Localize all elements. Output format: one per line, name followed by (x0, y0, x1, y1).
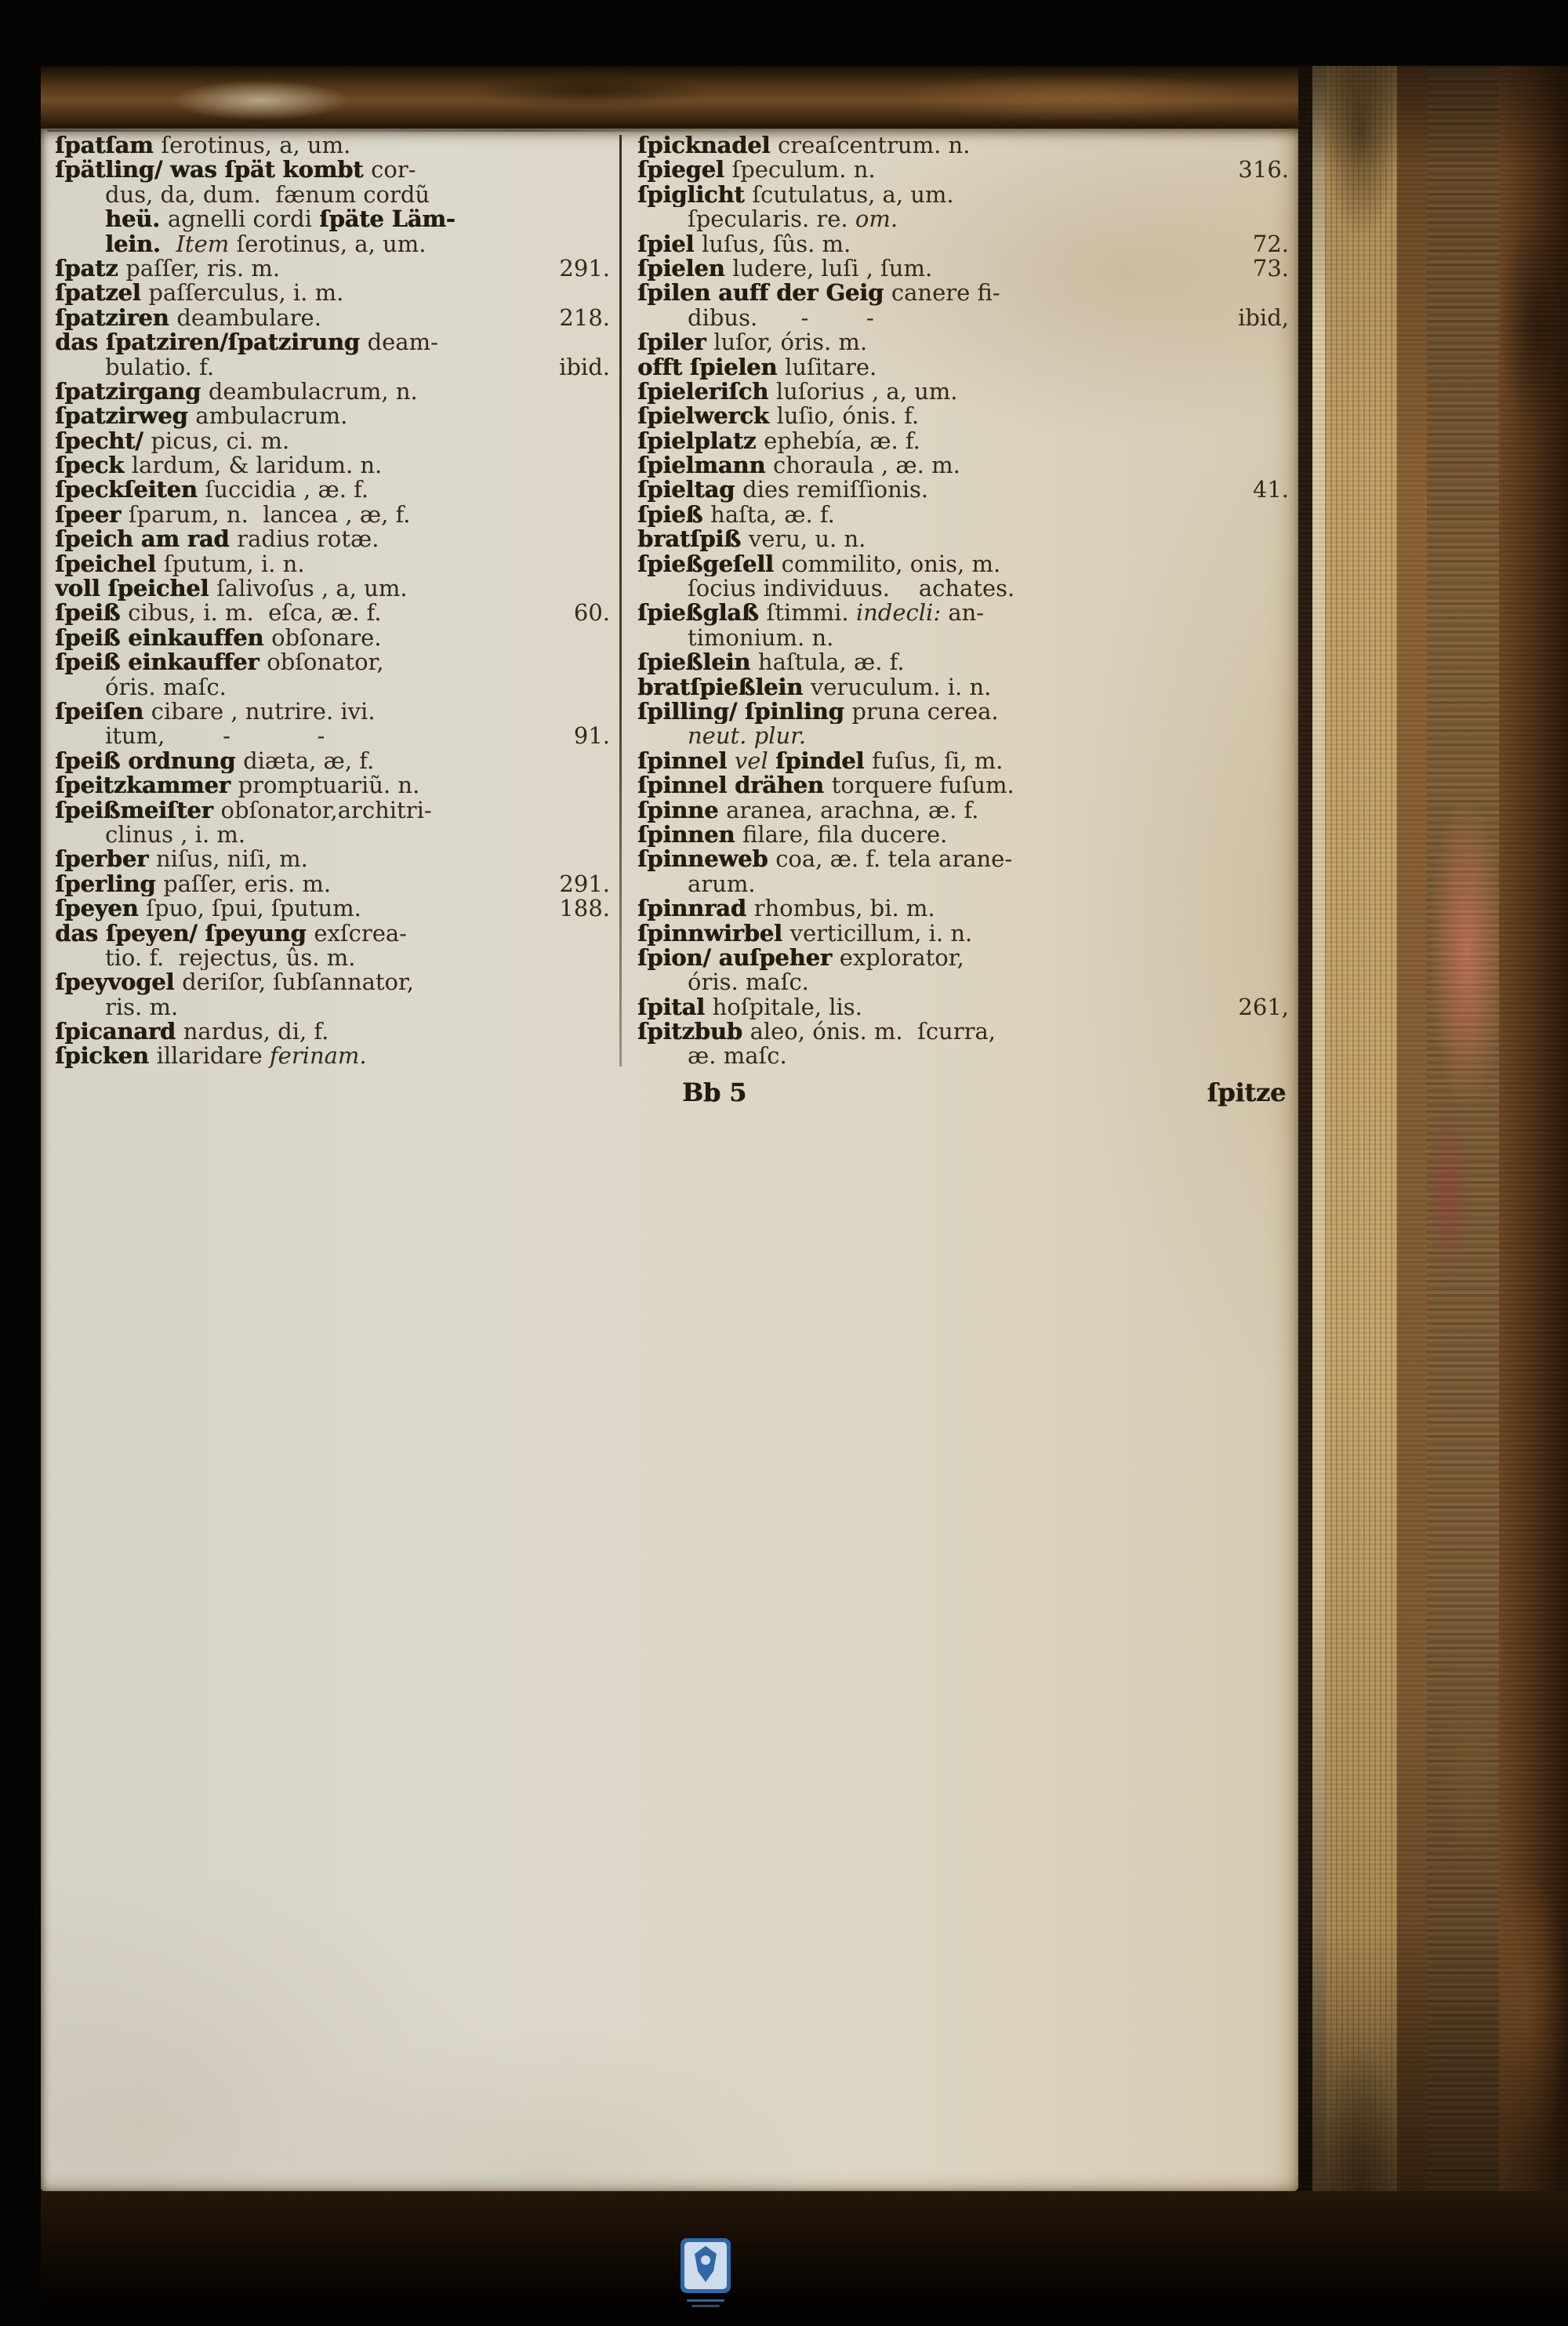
latin-italic-text: ferinam. (269, 1044, 367, 1069)
german-headword-text: ſpeiſen (55, 699, 151, 725)
dictionary-entry-line (55, 724, 613, 748)
latin-text: an- (948, 601, 985, 626)
latin-italic-text: vel (734, 748, 775, 774)
latin-text: ſocius individuus. achates. (688, 576, 1015, 601)
dictionary-entry-line (637, 970, 1292, 994)
dictionary-entry-line (637, 183, 1292, 207)
german-headword-text: ſpatziren (55, 305, 177, 331)
dictionary-entry-line (55, 1044, 613, 1068)
column-reference-number: 291. (559, 871, 610, 897)
column-reference-number: 60. (573, 601, 610, 626)
dictionary-entry-line (637, 921, 1292, 946)
latin-text: choraula , æ. m. (772, 453, 960, 478)
latin-text: diæta, æ, f. (243, 748, 375, 774)
dictionary-entry-line (637, 158, 1292, 182)
latin-text: deriſor, ſubſannator, (182, 970, 414, 995)
latin-text: illaridare (156, 1044, 270, 1069)
latin-text: ſtimmi. (766, 601, 856, 626)
german-headword-text: ſpatzirgang (55, 379, 209, 405)
latin-text: timonium. n. (688, 625, 834, 651)
latin-text: fuſus, ſi, m. (872, 748, 1004, 774)
dictionary-entry-line (637, 429, 1292, 453)
dictionary-entry-line (637, 330, 1292, 354)
latin-text: ſpuo, ſpui, ſputum. (146, 896, 361, 921)
dictionary-entry-line (637, 872, 1292, 896)
two-column-layout (55, 133, 1292, 1070)
german-headword-text: ſpicken (55, 1044, 157, 1069)
dictionary-entry-line (637, 823, 1292, 847)
dictionary-entry-line (55, 1019, 613, 1044)
german-headword-text: voll ſpeichel (55, 576, 217, 601)
dictionary-entry-line (55, 552, 613, 576)
column-divider-rule (619, 135, 622, 1067)
marbled-edge (1427, 66, 1499, 2232)
dictionary-entry-line (55, 380, 613, 404)
column-reference-number: 316. (1238, 158, 1289, 183)
signature-catchword-row (682, 1079, 1286, 1106)
latin-text: luſor, óris. m. (713, 330, 868, 355)
book-bottom-shadow (41, 2191, 1568, 2326)
latin-text: hoſpitale, lis. (712, 994, 862, 1020)
latin-text: cibus, i. m. eſca, æ. f. (128, 601, 382, 626)
latin-text: nardus, di, f. (183, 1019, 329, 1045)
dictionary-entry-line (55, 946, 613, 970)
german-headword-text: ſpeer (55, 502, 129, 528)
latin-text: coa, æ. f. tela arane- (775, 847, 1013, 872)
dictionary-entry-line (55, 847, 613, 871)
latin-text: aranea, arachna, æ. f. (726, 798, 979, 823)
german-headword-text: bratſpießlein (637, 674, 811, 700)
dictionary-entry-line (55, 256, 613, 281)
dictionary-entry-line (637, 798, 1292, 823)
dictionary-entry-line (55, 404, 613, 428)
latin-text: óris. maſc. (105, 674, 227, 700)
column-reference-number: 261, (1238, 994, 1289, 1020)
dictionary-text-block (55, 133, 1292, 1121)
dictionary-entry-line (55, 207, 613, 231)
german-headword-text: ſpiglicht (637, 182, 753, 208)
german-headword-text: ſpecht/ (55, 428, 151, 454)
german-headword-text: ſpeiß einkauffen (55, 625, 272, 651)
german-headword-text: bratſpiß (637, 527, 749, 552)
german-headword-text: ſperber (55, 847, 156, 872)
dictionary-entry-line (55, 921, 613, 946)
latin-text: ris. m. (105, 994, 179, 1020)
latin-text: cor- (371, 158, 416, 183)
german-headword-text: ſpinnwirbel (637, 921, 790, 946)
german-headword-text: ſpatzel (55, 281, 149, 306)
dictionary-entry-line (637, 256, 1292, 281)
latin-text: picus, ci. m. (151, 428, 290, 454)
latin-text: paſſerculus, i. m. (148, 281, 344, 306)
latin-text: luſitare. (785, 354, 877, 380)
german-headword-text: ſpieleriſch (637, 379, 776, 405)
latin-italic-text: indecli: (855, 601, 949, 626)
latin-text: obſonator, (267, 650, 384, 675)
book-page (41, 129, 1298, 2191)
latin-text: luſio, ónis. f. (776, 404, 920, 429)
german-headword-text: ſpitzbub (637, 1019, 750, 1045)
latin-text: haſta, æ. f. (710, 502, 835, 528)
german-headword-text: ſpieltag (637, 478, 742, 503)
latin-text: æ. maſc. (688, 1044, 787, 1069)
dictionary-entry-line (637, 232, 1292, 256)
dictionary-entry-line (637, 576, 1292, 601)
dictionary-entry-line (637, 478, 1292, 502)
latin-text: obſonare. (271, 625, 382, 651)
column-reference-number: 188. (559, 896, 610, 921)
latin-text: promptuariũ. n. (238, 773, 420, 798)
dictionary-entry-line (637, 700, 1292, 724)
dictionary-entry-line (55, 281, 613, 305)
dictionary-entry-line (55, 527, 613, 551)
catchword: ſpitze (1207, 1078, 1286, 1107)
dictionary-entry-line (637, 1044, 1292, 1068)
column-reference-number: 218. (559, 305, 610, 331)
german-headword-text: das ſpeyen/ ſpeyung (55, 921, 314, 946)
dictionary-entry-line (637, 650, 1292, 674)
latin-text: itum, - - (105, 724, 325, 749)
dictionary-entry-line (637, 675, 1292, 700)
latin-text: arum. (688, 871, 756, 897)
latin-text: dus, da, dum. fænum cordũ (105, 182, 430, 208)
dictionary-entry-line (55, 429, 613, 453)
dictionary-entry-line (55, 183, 613, 207)
dictionary-entry-line (55, 232, 613, 256)
latin-text: exſcrea- (314, 921, 407, 946)
latin-text: ambulacrum. (195, 404, 348, 429)
dictionary-entry-line (55, 700, 613, 724)
german-headword-text: ſpielmann (637, 453, 773, 478)
dictionary-entry-line (637, 601, 1292, 625)
german-headword-text: ſpeiß (55, 601, 129, 626)
latin-text: ſputum, i. n. (163, 551, 305, 577)
german-headword-text: ſpeitzkammer (55, 773, 238, 798)
german-headword-text: ſpilen auff der Geig (637, 281, 891, 306)
german-headword-text: ſpiel (637, 231, 702, 256)
dictionary-entry-line (637, 896, 1292, 921)
german-headword-text: ſpieß (637, 502, 711, 528)
dictionary-entry-line (55, 330, 613, 354)
dictionary-entry-line (55, 749, 613, 773)
german-headword-text: ſpielplatz (637, 428, 764, 454)
german-headword-text: heü. (105, 207, 168, 232)
dictionary-entry-line (637, 453, 1292, 478)
latin-text: clinus , i. m. (105, 822, 246, 848)
column-reference-number: 41. (1252, 478, 1289, 503)
german-headword-text: ſpielwerck (637, 404, 777, 429)
dictionary-entry-line (637, 749, 1292, 773)
german-headword-text: ſpion/ auſpeher (637, 945, 840, 971)
german-headword-text: ſpeyvogel (55, 970, 183, 995)
german-headword-text: das ſpatziren/ſpatzirung (55, 330, 368, 355)
dictionary-entry-line (55, 133, 613, 158)
dictionary-entry-line (637, 207, 1292, 231)
german-headword-text: ſpätling/ was ſpät kombt (55, 158, 372, 183)
library-stamp-graphic (676, 2237, 735, 2312)
german-headword-text: ſpeiß einkauffer (55, 650, 267, 675)
latin-text: ſerotinus, a, um. (161, 133, 351, 158)
dictionary-entry-line (637, 527, 1292, 551)
latin-text: ludere, luſi , ſum. (732, 256, 933, 282)
latin-text: veruculum. i. n. (810, 674, 992, 700)
dictionary-entry-line (55, 798, 613, 823)
latin-text: canere fi- (891, 281, 1000, 306)
latin-text: óris. maſc. (688, 970, 809, 995)
german-headword-text: ſpinnel drähen (637, 773, 832, 798)
latin-text: pruna cerea. (851, 699, 999, 725)
dictionary-entry-line (637, 306, 1292, 330)
dictionary-entry-line (55, 503, 613, 527)
latin-text: paſſer, eris. m. (163, 871, 332, 897)
latin-text: ſuccidia , æ. f. (205, 478, 369, 503)
latin-text: aleo, ónis. m. ſcurra, (750, 1019, 996, 1045)
binding-band (1397, 66, 1427, 2232)
dictionary-entry-line (637, 404, 1292, 428)
german-headword-text: ſpiegel (637, 158, 732, 183)
dictionary-entry-line (55, 478, 613, 502)
library-stamp-icon (676, 2237, 735, 2312)
dictionary-entry-line (637, 133, 1292, 158)
latin-text: dies remiſſionis. (742, 478, 929, 503)
dictionary-entry-line (55, 995, 613, 1019)
book-fore-edge (1298, 66, 1568, 2232)
column-reference-number: 72. (1252, 231, 1289, 256)
fore-edge-highlight (1312, 66, 1325, 2232)
latin-text: haſtula, æ. f. (757, 650, 905, 675)
german-headword-text: ſpindel (775, 748, 873, 774)
dictionary-entry-line (55, 576, 613, 601)
dictionary-entry-line (55, 355, 613, 380)
dictionary-entry-line (55, 453, 613, 478)
german-headword-text: ſpiler (637, 330, 714, 355)
left-column (55, 133, 613, 1070)
german-headword-text: ſpicknadel (637, 133, 779, 158)
latin-text: deambulacrum, n. (208, 379, 418, 405)
latin-text: luſus, ſûs. m. (702, 231, 851, 256)
page-gap-shadow (1298, 66, 1312, 2232)
latin-text: ſalivoſus , a, um. (216, 576, 408, 601)
latin-text: niſus, niſi, m. (156, 847, 308, 872)
latin-text: luſorius , a, um. (775, 379, 958, 405)
german-headword-text: ſpinnel (637, 748, 735, 774)
dictionary-entry-line (637, 380, 1292, 404)
latin-text: deambulare. (176, 305, 321, 331)
dictionary-entry-line (55, 601, 613, 625)
latin-text: commilito, onis, m. (781, 551, 1001, 577)
dictionary-entry-line (55, 872, 613, 896)
german-headword-text: ſperling (55, 871, 164, 897)
dictionary-entry-line (637, 1019, 1292, 1044)
latin-text: ſcutulatus, a, um. (752, 182, 954, 208)
column-reference-number: 291. (559, 256, 610, 282)
dictionary-entry-line (637, 281, 1292, 305)
latin-text: radius rotæ. (237, 527, 379, 552)
latin-text: veru, u. n. (748, 527, 866, 552)
latin-italic-text: om. (855, 207, 898, 232)
column-reference-number: 91. (573, 724, 610, 749)
german-headword-text: ſpäte Läm- (319, 207, 456, 232)
dictionary-entry-line (55, 970, 613, 994)
german-headword-text: ſpießglaß (637, 601, 767, 626)
german-headword-text: ſpatſam (55, 133, 162, 158)
column-reference-number: ibid. (559, 354, 610, 380)
latin-text: bulatio. f. (105, 354, 215, 380)
german-headword-text: ſpießlein (637, 650, 758, 675)
signature-mark: Bb 5 (682, 1078, 747, 1107)
german-headword-text: ſpicanard (55, 1019, 183, 1045)
german-headword-text: ſpeyen (55, 896, 147, 921)
dictionary-entry-line (637, 995, 1292, 1019)
latin-text: verticillum, i. n. (789, 921, 973, 946)
german-headword-text: ſpeißmeiſter (55, 798, 221, 823)
latin-text: ſpecularis. re. (688, 207, 855, 232)
dictionary-entry-line (55, 896, 613, 921)
german-headword-text: ſpinnen (637, 822, 742, 848)
right-column (628, 133, 1292, 1070)
dictionary-entry-line (637, 724, 1292, 748)
dictionary-entry-line (55, 675, 613, 700)
german-headword-text: ſpeiß ordnung (55, 748, 244, 774)
latin-text: explorator, (839, 945, 964, 971)
column-reference-number: ibid, (1238, 305, 1289, 331)
dictionary-entry-line (637, 503, 1292, 527)
latin-text: ephebía, æ. f. (764, 428, 920, 454)
dictionary-entry-line (55, 158, 613, 182)
german-headword-text: ſpinnrad (637, 896, 754, 921)
german-headword-text: ſpielen (637, 256, 733, 282)
german-headword-text: ſpeck (55, 453, 132, 478)
german-headword-text: ſpeichel (55, 551, 164, 577)
german-headword-text: ſpatz (55, 256, 126, 282)
german-headword-text: ſpinne (637, 798, 727, 823)
dictionary-entry-line (55, 650, 613, 674)
dictionary-entry-line (55, 626, 613, 650)
german-headword-text: ſpießgeſell (637, 551, 782, 577)
latin-text: ſerotinus, a, um. (236, 231, 426, 256)
german-headword-text: ſpital (637, 994, 713, 1020)
latin-text: creaſcentrum. n. (778, 133, 971, 158)
latin-italic-text: Item (176, 231, 237, 256)
latin-text: cibare , nutrire. ivi. (151, 699, 376, 725)
german-headword-text: ſpinneweb (637, 847, 776, 872)
latin-text: dibus. - - (688, 305, 874, 331)
german-headword-text: lein. (105, 231, 176, 256)
latin-italic-text: neut. plur. (688, 724, 807, 749)
dictionary-entry-line (637, 626, 1292, 650)
leather-cover (1499, 66, 1568, 2232)
latin-text: ſparum, n. lancea , æ, f. (128, 502, 411, 528)
page-top-rule (47, 129, 737, 132)
latin-text: ſpeculum. n. (731, 158, 876, 183)
german-headword-text: ſpatzirweg (55, 404, 196, 429)
latin-text: deam- (367, 330, 438, 355)
dictionary-entry-line (637, 847, 1292, 871)
column-reference-number: 73. (1252, 256, 1289, 282)
dictionary-entry-line (55, 823, 613, 847)
latin-text: torquere fuſum. (831, 773, 1014, 798)
latin-text: tio. f. rejectus, ûs. m. (105, 945, 356, 971)
latin-text: paſſer, ris. m. (125, 256, 281, 282)
latin-text: obſonator,architri- (220, 798, 432, 823)
german-headword-text: ſpeckſeiten (55, 478, 205, 503)
latin-text: filare, fila ducere. (742, 822, 948, 848)
dictionary-entry-line (637, 946, 1292, 970)
latin-text: agnelli cordi (167, 207, 320, 232)
dictionary-entry-line (637, 552, 1292, 576)
dictionary-entry-line (637, 773, 1292, 798)
page-block-edges (1325, 66, 1397, 2232)
dictionary-entry-line (55, 773, 613, 798)
german-headword-text: ſpeich am rad (55, 527, 238, 552)
dictionary-entry-line (637, 355, 1292, 380)
latin-text: lardum, & laridum. n. (131, 453, 383, 478)
german-headword-text: offt ſpielen (637, 354, 786, 380)
german-headword-text: ſpilling/ ſpinling (637, 699, 852, 725)
latin-text: rhombus, bi. m. (753, 896, 935, 921)
dictionary-entry-line (55, 306, 613, 330)
